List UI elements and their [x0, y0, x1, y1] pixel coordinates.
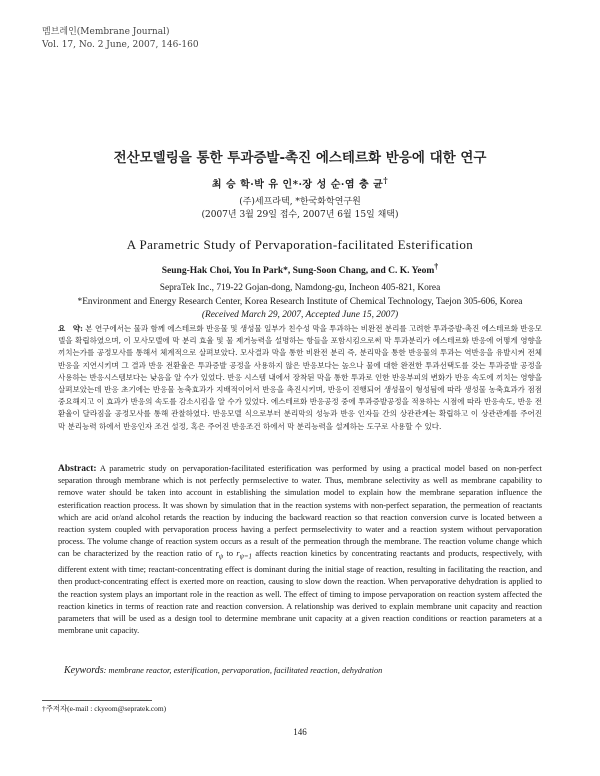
- korean-abstract-text: 본 연구에서는 물과 함께 에스테르화 반응물 및 생성물 일부가 친수성 막을 투과하는 비완전 분리를 고려한 투과증발-촉진 에스테르화 반응모델을 확립하였으며, 이 모사모델에 막 분리 효율 및 물 제거능력을 설명하는 항들을 포함시킴으로써 막 투과분리가 에스테르화 반응에 어떻게 영향을 끼치는가를 공정모사를 통해서 체계적으로 살펴보았다. 모사결과 막을 통한 비완전 분리 즉, 분리막을 통한 반응물의 투과는 역반응을 유발시켜 전체 반응을 지연시키며 그 결과 반응 전환율은 투과증발 공정을 사용하지 않은 반응보다는 높으나 물에 대한 완전한 투과선택도를 갖는 투과증발 공정을 사용하는 반응시스템보다는 낮음을 알 수가 있었다. 반응 시스템 내에서 장착된 막을 통한 투과로 인한 반응부피의 변화가 반응 속도에 끼치는 영향을 살펴보았는데 반응 초기에는 반응물 농축효과가 지배적이어서 반응을 촉진시키며, 반응이 진행되어 생성물이 형성됨에 따라 생성물 농축효과가 점점 중요해지고 이 효과가 반응의 속도를 감소시킴을 알 수가 있었다. 에스테르화 반응공정 중에 투과증발공정을 적용하는 시점에 따라 반응속도, 반응 전환율이 달라짐을 공정모사를 통해 관찰하였다. 반응모델 식으로부터 분리막의 성능과 반응 인자들 간의 상관관계는 확립하고 이 상관관계를 주어진 막 분리능력 하에서 반응인자 조건 설정, 혹은 주어진 반응조건 하에서 막 분리능력을 설계하는 도구로 사용할 수 있다.: [58, 324, 542, 431]
- korean-affiliation: [0, 196, 600, 222]
- english-authors: [0, 262, 600, 276]
- affiliation-krict: *Environment and Energy Research Center, Korea Research Institute of Chemical Technology, Taejon 305-606, Korea: [77, 296, 523, 307]
- journal-volume: Vol. 17, No. 2 June, 2007, 146-160: [42, 40, 199, 50]
- corresponding-mark: †: [383, 175, 389, 185]
- korean-authors: [0, 175, 600, 190]
- variable-r-psi: $r_\psi$: [215, 549, 224, 562]
- english-abstract-text-3: affects reaction kinetics by concentrating reactants and products, respectively, with different extent with time; reactant-concentrating effect is dominant during the initial stage of reaction, resulting in facilitating the reaction, and then product-concentrating effect is exerted more on reaction, causing to slow down the reaction. When pervaporative dehydration is applied to the reaction system plays an important role in the reaction as well. The effect of timing to impose pervaporation on reaction system affected the reaction kinetics in terms of reaction rate and reaction conversion. A relationship was derived to explain membrane unit capacity and reaction parameters that will be used as a design tool to determine membrane unit capacity at a given reaction conditions or reaction parameters at a membrane unit capacity.: [58, 549, 542, 636]
- keywords: [64, 665, 544, 676]
- english-abstract: [58, 463, 542, 638]
- english-abstract-label: Abstract:: [58, 464, 97, 474]
- korean-affiliation-line: (주)세프라텍, *한국화학연구원: [239, 197, 361, 207]
- received-dates: (Received March 29, 2007, Accepted June 15, 2007): [201, 310, 399, 321]
- korean-abstract: [58, 323, 542, 433]
- korean-author-names: 최 승 학·박 유 인*·장 성 순·염 충 균: [211, 179, 384, 191]
- keywords-label: Keywords: [64, 665, 104, 676]
- english-author-names: Seung-Hak Choi, You In Park*, Sung-Soon Chang, and C. K. Yeom: [161, 266, 435, 277]
- english-abstract-text-2: to: [223, 549, 237, 559]
- korean-abstract-label: 요 약:: [58, 324, 83, 333]
- journal-name: 멤브레인(Membrane Journal): [42, 27, 170, 37]
- page-number: 146: [293, 727, 307, 737]
- korean-title: 전산모델링을 통한 투과증발-촉진 에스테르화 반응에 대한 연구: [113, 150, 487, 166]
- keywords-text: : membrane reactor, esterification, pervaporation, facilitated reaction, dehydration: [103, 666, 383, 675]
- english-title: A Parametric Study of Pervaporation-facilitated Esterification: [126, 237, 474, 252]
- variable-r-psi-1: $r_{\psi=1}$: [236, 549, 253, 562]
- english-abstract-text-1: A parametric study on pervaporation-facilitated esterification was performed by using a practical model based on non-perfect separation through membrane which is not perfectly permselective to water. Thus, membrane selectivity as well as membrane capability to remove water should be taken into account in establishing the simulation model to explain how the membrane separation influence the esterification reaction process. It was shown by simulation that in the reaction systems with non-perfect separation, the permeation of reactants which are acid or/and alcohol retards the reaction by inducing the backward reaction so that reaction conversion curve is located between a reaction system coupled with pervaporation process having a perfect permselectivity to water and a reaction system without pervaporation process. The volume change of reaction system occurs as a result of the permeation through the membrane. The reaction volume change which can be characterized by the reaction ratio of: [58, 464, 542, 559]
- journal-header: [42, 26, 199, 52]
- english-affiliation: [0, 282, 600, 323]
- korean-dates: (2007년 3월 29일 접수, 2007년 6월 15일 채택): [201, 210, 399, 220]
- footnote-divider: [42, 700, 152, 701]
- footnote: †주저자(e-mail : ckyeom@sepratek.com): [42, 704, 167, 713]
- corresponding-mark-en: †: [434, 262, 439, 271]
- affiliation-sepratek: SepraTek Inc., 719-22 Gojan-dong, Namdong-gu, Incheon 405-821, Korea: [159, 283, 441, 293]
